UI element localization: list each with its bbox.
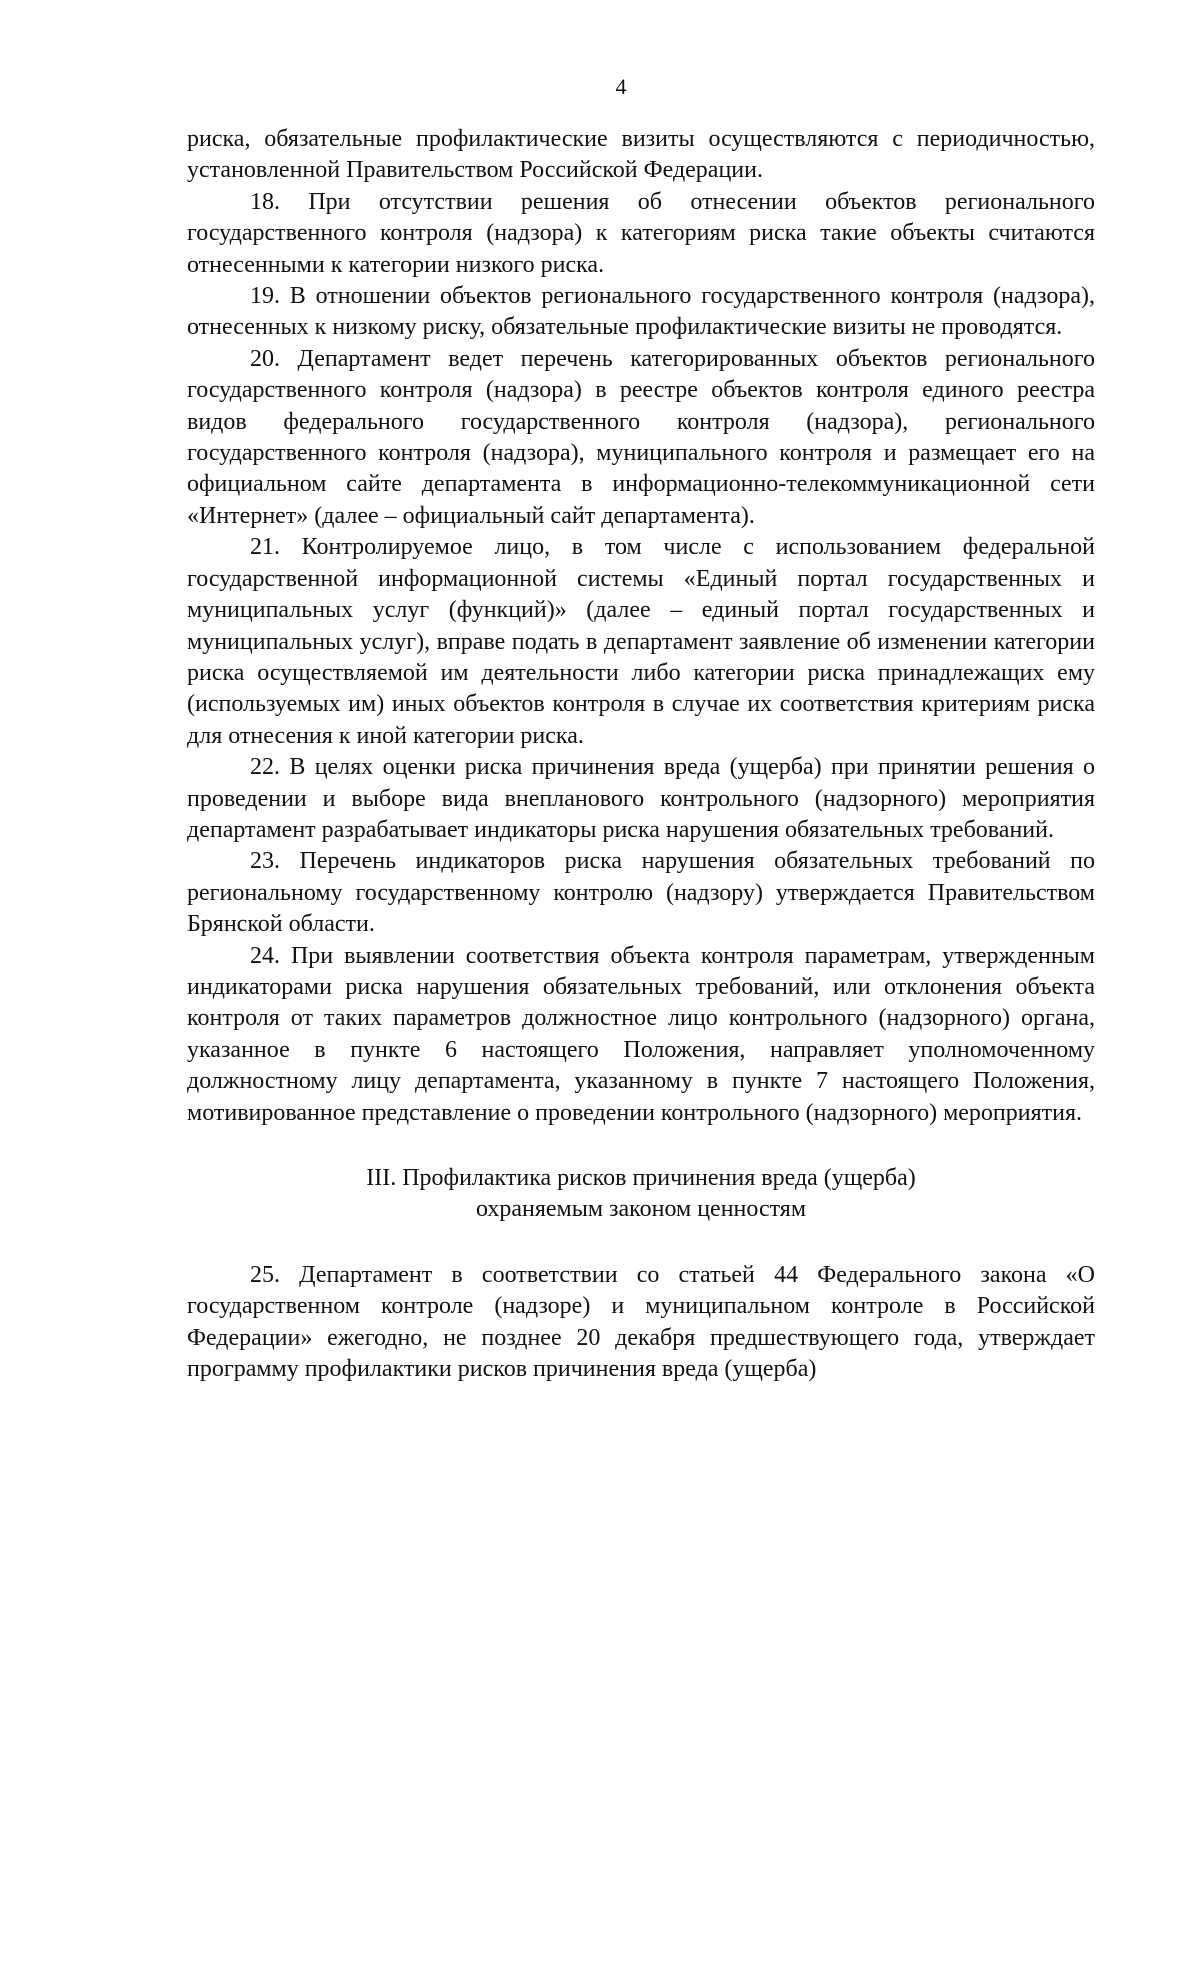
document-page (187, 72, 1095, 1385)
paragraph-25: 25. Департамент в соответствии со статьей 44 Федерального закона «О государственном контроле (надзоре) и муниципальном контроле в Российской Федерации» ежегодно, не позднее 20 декабря предшествующего года, утверждает программу профилактики рисков причинения вреда (ущерба) (187, 1261, 1095, 1383)
paragraph-continuation: риска, обязательные профилактические визиты осуществляются с периодичностью, установленной Правительством Российской Федерации. (187, 126, 1095, 184)
section-heading-line-2: охраняемым законом ценностям (475, 1196, 807, 1223)
paragraph-21: 21. Контролируемое лицо, в том числе с использованием федеральной государственной информационной системы «Единый портал государственных и муниципальных услуг (функций)» (далее – единый портал государственных и муниципальных услуг), вправе подать в департамент заявление об изменении категории риска осуществляемой им деятельности либо категории риска принадлежащих ему (используемых им) иных объектов контроля в случае их соответствия критериям риска для отнесения к иной категории риска. (187, 534, 1095, 749)
paragraph-19: 19. В отношении объектов регионального государственного контроля (надзора), отнесенных к низкому риску, обязательные профилактические визиты не проводятся. (187, 283, 1095, 341)
page-number: 4 (615, 74, 627, 99)
section-heading (187, 1163, 1095, 1226)
paragraph-24: 24. При выявлении соответствия объекта контроля параметрам, утвержденным индикаторами риска нарушения обязательных требований, или отклонения объекта контроля от таких параметров должностное лицо контрольного (надзорного) органа, указанное в пункте 6 настоящего Положения, направляет уполномоченному должностному лицу департамента, указанному в пункте 7 настоящего Положения, мотивированное представление о проведении контрольного (надзорного) мероприятия. (187, 942, 1095, 1126)
paragraph-22: 22. В целях оценки риска причинения вреда (ущерба) при принятии решения о проведении и выборе вида внепланового контрольного (надзорного) мероприятия департамент разрабатывает индикаторы риска нарушения обязательных требований. (187, 754, 1095, 843)
paragraph-18: 18. При отсутствии решения об отнесении объектов регионального государственного контроля (надзора) к категориям риска такие объекты считаются отнесенными к категории низкого риска. (187, 188, 1095, 278)
section-heading-line-1: III. Профилактика рисков причинения вреда (ущерба) (366, 1165, 916, 1191)
paragraph-23: 23. Перечень индикаторов риска нарушения обязательных требований по региональному государственному контролю (надзору) утверждается Правительством Брянской области. (187, 848, 1095, 938)
paragraph-20: 20. Департамент ведет перечень категорированных объектов регионального государственного контроля (надзора) в реестре объектов контроля единого реестра видов федерального государственного контроля (надзора), регионального государственного контроля (надзора), муниципального контроля и размещает его на официальном сайте департамента в информационно-телекоммуникационной сети «Интернет» (далее – официальный сайт департамента). (187, 345, 1095, 529)
